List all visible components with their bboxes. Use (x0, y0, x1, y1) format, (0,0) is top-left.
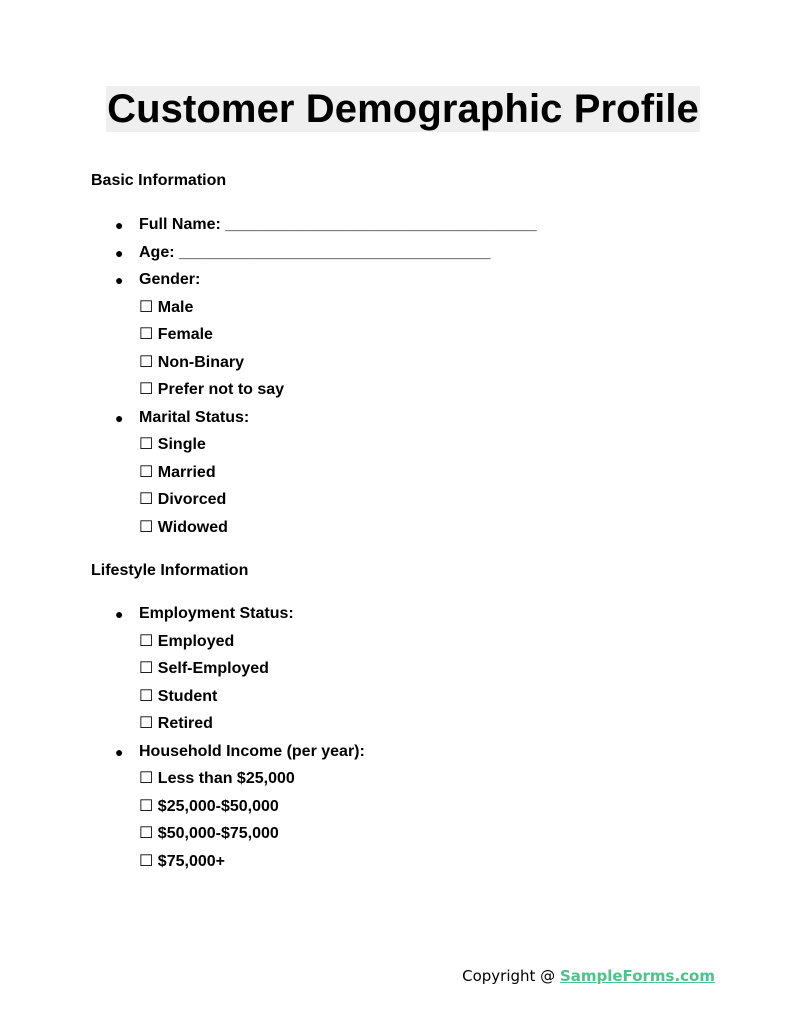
copyright-text: Copyright @ (462, 967, 560, 985)
checkbox-option-female[interactable] (0, 325, 806, 353)
basic-info-list (0, 215, 806, 545)
brand-link[interactable]: SampleForms.com (559, 967, 715, 985)
option-label: Retired (157, 715, 213, 732)
option-label: Single (157, 436, 206, 453)
checkbox-option-prefer-not[interactable] (0, 380, 806, 408)
checkbox-icon[interactable]: ☐ (139, 770, 154, 787)
employment-label: Employment Status: (139, 605, 294, 622)
option-label: $50,000-$75,000 (157, 825, 279, 842)
option-label: Divorced (157, 491, 227, 508)
checkbox-icon[interactable]: ☐ (139, 298, 154, 316)
option-label: Self-Employed (157, 660, 269, 677)
checkbox-option-income-4[interactable] (0, 852, 806, 880)
option-label: Widowed (157, 518, 228, 536)
bullet-icon: ● (115, 409, 124, 426)
gender-label: Gender: (139, 271, 201, 288)
bullet-icon: ● (115, 272, 124, 288)
checkbox-option-student[interactable] (0, 687, 806, 715)
list-item-age (0, 243, 806, 271)
checkbox-icon[interactable]: ☐ (139, 518, 154, 536)
checkbox-icon[interactable]: ☐ (139, 491, 154, 508)
checkbox-icon[interactable]: ☐ (139, 715, 154, 732)
bullet-icon: ● (115, 606, 124, 622)
checkbox-option-employed[interactable] (0, 632, 806, 660)
checkbox-option-male[interactable] (0, 298, 806, 326)
lifestyle-info-list (0, 604, 806, 879)
checkbox-option-retired[interactable] (0, 714, 806, 742)
option-label: $25,000-$50,000 (157, 797, 279, 815)
checkbox-icon[interactable]: ☐ (139, 797, 154, 815)
bullet-icon: ● (115, 743, 124, 760)
checkbox-option-non-binary[interactable] (0, 353, 806, 381)
checkbox-icon[interactable]: ☐ (139, 632, 154, 650)
page-title: Customer Demographic Profile (107, 87, 699, 131)
checkbox-icon[interactable]: ☐ (139, 463, 154, 481)
list-item-gender (0, 270, 806, 298)
checkbox-option-widowed[interactable] (0, 518, 806, 546)
option-label: $75,000+ (157, 852, 225, 870)
income-label: Household Income (per year): (139, 742, 365, 760)
option-label: Employed (157, 632, 235, 650)
list-item-full-name (0, 215, 806, 243)
checkbox-icon[interactable]: ☐ (139, 852, 154, 870)
option-label: Student (157, 687, 218, 705)
option-label: Less than $25,000 (157, 770, 295, 787)
checkbox-option-income-3[interactable] (0, 824, 806, 852)
section-heading-lifestyle: Lifestyle Information (91, 562, 249, 579)
full-name-field[interactable]: Full Name: ___________________________________ (139, 216, 537, 233)
checkbox-icon[interactable]: ☐ (139, 660, 154, 677)
footer-copyright (462, 966, 715, 986)
checkbox-option-income-1[interactable] (0, 769, 806, 797)
checkbox-option-divorced[interactable] (0, 490, 806, 518)
option-label: Non-Binary (157, 353, 245, 371)
checkbox-option-income-2[interactable] (0, 797, 806, 825)
bullet-icon: ● (115, 217, 124, 233)
option-label: Prefer not to say (157, 381, 285, 398)
checkbox-icon[interactable]: ☐ (139, 326, 154, 343)
checkbox-option-self-employed[interactable] (0, 659, 806, 687)
option-label: Female (157, 326, 213, 343)
option-label: Male (157, 298, 194, 316)
checkbox-option-married[interactable] (0, 463, 806, 491)
checkbox-icon[interactable]: ☐ (139, 353, 154, 371)
checkbox-option-single[interactable] (0, 435, 806, 463)
list-item-employment (0, 604, 806, 632)
marital-label: Marital Status: (139, 408, 250, 426)
list-item-marital (0, 408, 806, 436)
section-heading-basic: Basic Information (91, 172, 227, 189)
checkbox-icon[interactable]: ☐ (139, 825, 154, 842)
checkbox-icon[interactable]: ☐ (139, 436, 154, 453)
option-label: Married (157, 463, 216, 481)
bullet-icon: ● (115, 244, 124, 261)
checkbox-icon[interactable]: ☐ (139, 687, 154, 705)
checkbox-icon[interactable]: ☐ (139, 381, 154, 398)
list-item-income (0, 742, 806, 770)
age-field[interactable]: Age: ___________________________________ (139, 243, 491, 261)
